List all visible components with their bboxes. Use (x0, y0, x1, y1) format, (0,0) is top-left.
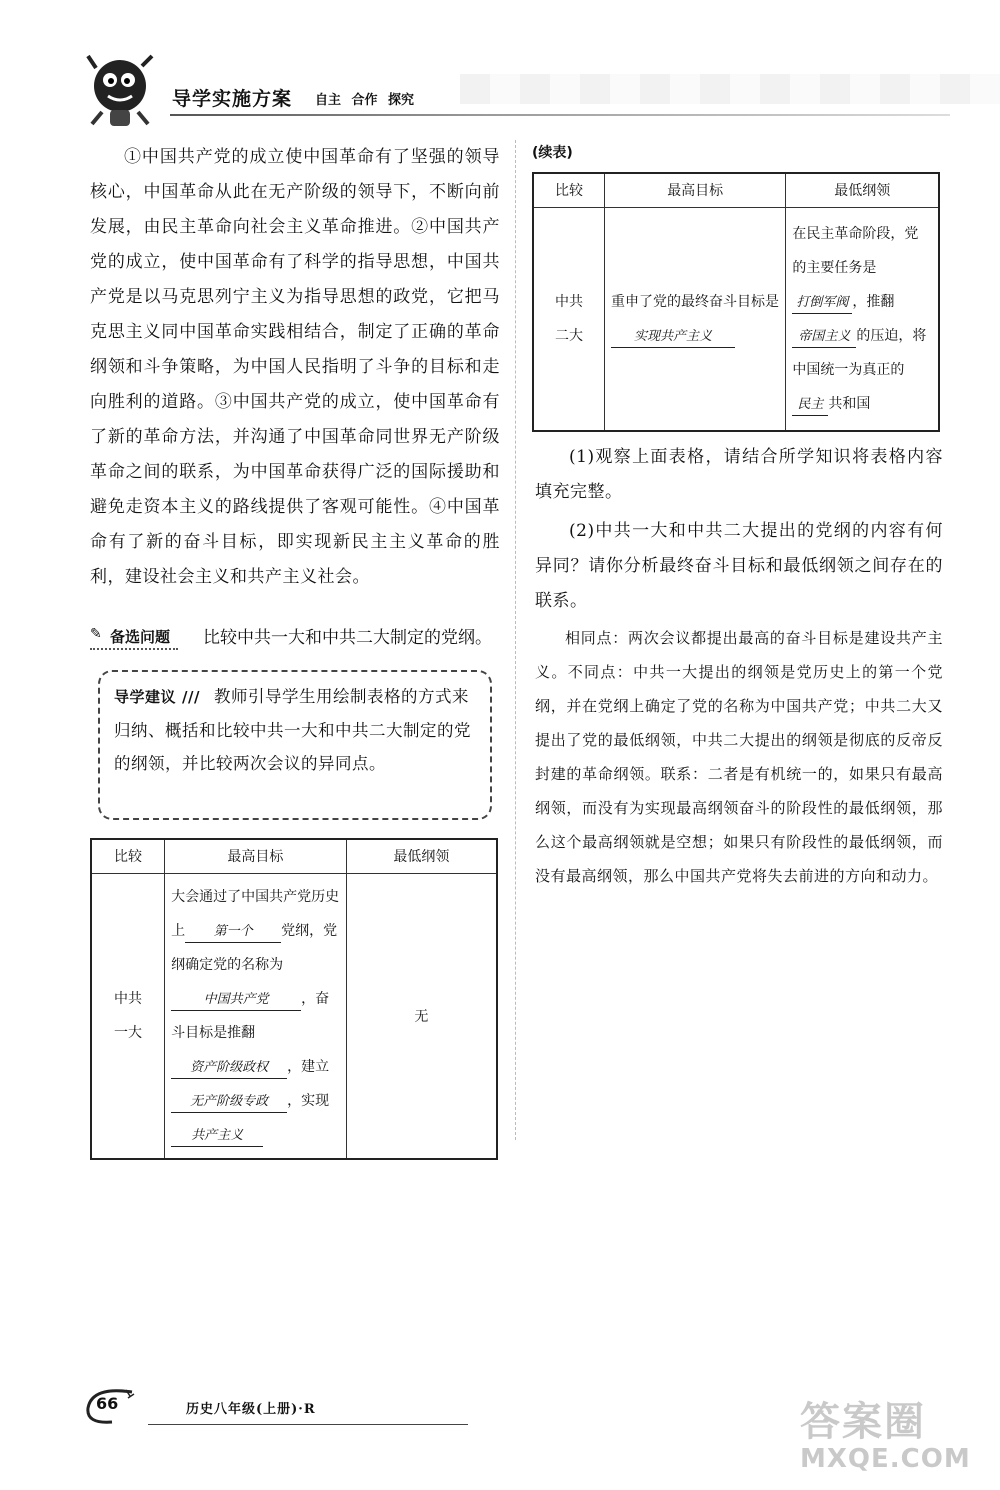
comparison-table-second-congress (532, 172, 940, 432)
header-subtitle: 自主 合作 探究 (315, 93, 415, 108)
comparison-table-first-congress (90, 838, 498, 1160)
mascot-icon (80, 52, 160, 132)
page-header (80, 52, 980, 132)
book-title: 历史八年级(上册)·R (186, 1402, 316, 1417)
right-column (535, 440, 943, 893)
continued-label: (续表) (532, 145, 573, 161)
backup-question (90, 622, 500, 654)
table-row (533, 207, 939, 431)
table-header-row (91, 839, 497, 873)
backup-tag: 备选问题 (90, 624, 178, 650)
suggestion-body (114, 680, 476, 780)
fill-blank: 共产主义 (171, 1126, 263, 1147)
row-label: 中共一大 (91, 873, 165, 1159)
question-1: (1)观察上面表格，请结合所学知识将表格内容填充完整。 (535, 447, 943, 502)
header-cell: 最高目标 (165, 839, 347, 873)
page-footer (88, 1390, 408, 1430)
fill-blank: 实现共产主义 (611, 327, 735, 348)
suggestion-tag: 导学建议 (114, 688, 177, 706)
answer-text: 相同点：两次会议都提出最高的奋斗目标是建设共产主义。不同点：中共一大提出的纲领是党历史上的第一个党纲，并在党纲上确定了党的名称为中国共产党；中共二大又提出了党的最低纲领，中共二大提出的纲领是彻底的反帝反封建的革命纲领。联系：二者是有机统一的，如果只有最高纲领，而没有为实现最高纲领奋斗的阶段性的最低纲领，那么这个最高纲领就是空想；如果只有阶段性的最低纲领，而没有最高纲领，那么中国共产党将失去前进的方向和动力。 (535, 629, 943, 885)
left-column (90, 140, 500, 595)
highest-goal-cell: 重申了党的最终奋斗目标是实现共产主义 (604, 207, 785, 431)
suggestion-slash: /// (182, 688, 200, 706)
header-cell: 比较 (91, 839, 165, 873)
watermark (800, 1400, 990, 1490)
table-header-row (533, 173, 939, 207)
table-row (91, 873, 497, 1159)
highest-goal-cell: 大会通过了中国共产党历史上 第一个 党纲，党纲确定党的名称为中国共产党 ，奋斗目标是推翻资产阶级政权 ，建立无产阶级专政 ，实现共产主义 (165, 873, 347, 1159)
header-cell: 最低纲领 (786, 173, 939, 207)
footer-rule (148, 1424, 468, 1425)
teaching-suggestion-box (98, 670, 492, 820)
fill-blank: 帝国主义 (792, 327, 856, 348)
column-divider (515, 140, 516, 1140)
lowest-program-cell: 无 (346, 873, 497, 1159)
lowest-program-cell: 在民主革命阶段，党的主要任务是打倒军阀 ，推翻帝国主义 的压迫，将中国统一为真正的民主 共和国 (786, 207, 939, 431)
fill-blank: 民主 (792, 395, 828, 416)
fill-blank: 打倒军阀 (792, 293, 852, 314)
fill-blank: 资产阶级政权 (171, 1058, 287, 1079)
header-decoration (460, 74, 1000, 104)
fill-blank: 中国共产党 (171, 990, 301, 1011)
fill-blank: 无产阶级专政 (171, 1092, 287, 1113)
intro-paragraph: ①中国共产党的成立使中国革命有了坚强的领导核心，中国革命从此在无产阶级的领导下，不断向前发展，由民主革命向社会主义革命推进。②中国共产党的成立，使中国革命有了科学的指导思想，中国共产党是以马克思列宁主义为指导思想的政党，它把马克思主义同中国革命实践相结合，制定了正确的革命纲领和斗争策略，为中国人民指明了斗争的目标和走向胜利的道路。③中国共产党的成立，使中国革命有了新的革命方法，并沟通了中国革命同世界无产阶级革命之间的联系，为中国革命获得广泛的国际援助和避免走资本主义的路线提供了客观可能性。④中国革命有了新的奋斗目标，即实现新民主主义革命的胜利，建设社会主义和共产主义社会。 (90, 147, 500, 587)
page-number: 66 (96, 1394, 119, 1413)
header-title: 导学实施方案 (172, 88, 293, 110)
header-cell: 最高目标 (604, 173, 785, 207)
header-cell: 比较 (533, 173, 604, 207)
header-rule (170, 114, 950, 116)
watermark-line-1: 答案圈 (800, 1399, 926, 1445)
header-cell: 最低纲领 (346, 839, 497, 873)
pencil-icon: ✎ (90, 626, 102, 642)
question-2: (2)中共一大和中共二大提出的党纲的内容有何异同？请你分析最终奋斗目标和最低纲领之间存在的联系。 (535, 521, 943, 611)
backup-question-text: 比较中共一大和中共二大制定的党纲。 (203, 628, 492, 648)
row-label: 中共二大 (533, 207, 604, 431)
watermark-line-2: MXQE.COM (800, 1444, 971, 1474)
fill-blank: 第一个 (185, 922, 281, 943)
suggestion-text: 教师引导学生用绘制表格的方式来归纳、概括和比较中共一大和中共二大制定的党的纲领，并比较两次会议的异同点。 (114, 687, 471, 773)
